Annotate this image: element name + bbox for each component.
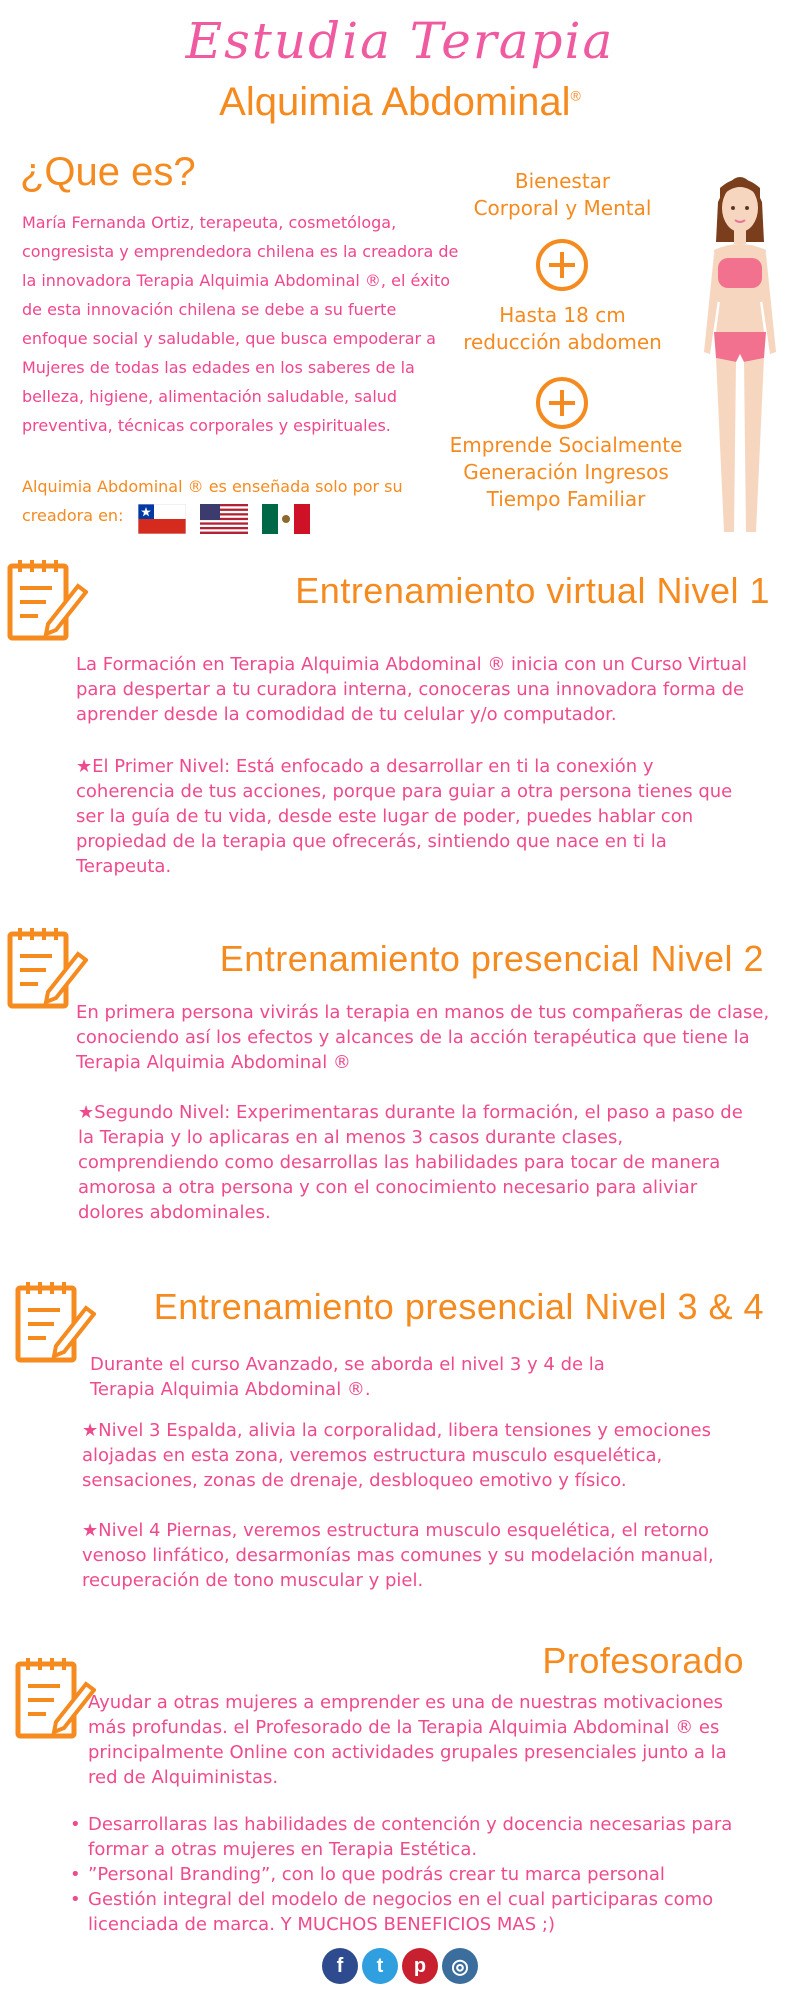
que-es-body: María Fernanda Ortiz, terapeuta, cosmetóloga, congresista y emprendedora chilena es la creadora de la innovadora Terapia Alquimia Abdominal ®, el éxito de esta innovación chilena se debe a su fuerte enfoque social y saludable, que busca empoderar a Mujeres de todas las edades en los saberes de la belleza, higiene, alimentación saludable, salud preventiva, técnicas corporales y espirituales. — [22, 213, 459, 435]
script-title: Estudia Terapia — [185, 12, 615, 70]
chile-flag-icon — [138, 504, 186, 534]
notepad-pencil-icon — [14, 1654, 96, 1742]
brand-name: Alquimia Abdominal — [219, 80, 571, 124]
benefit-wellbeing: Bienestar Corporal y Mental — [473, 169, 652, 220]
twitter-icon[interactable]: t — [362, 1948, 398, 1984]
plus-icon — [535, 376, 589, 430]
section-3-nivel-3: ★Nivel 3 Espalda, alivia la corporalidad, libera tensiones y emociones alojadas en esta zona, veremos estructura musculo esquelética, sensaciones, zonas de drenaje, desbloqueo emotivo y físico. — [82, 1420, 711, 1491]
section-3-intro: Durante el curso Avanzado, se aborda el nivel 3 y 4 de la Terapia Alquimia Abdominal ®. — [90, 1354, 605, 1400]
notepad-pencil-icon — [6, 924, 88, 1012]
profesorado-benefits-list — [70, 1812, 750, 1937]
plus-icon — [535, 238, 589, 292]
que-es-title: ¿Que es? — [20, 150, 196, 194]
section-1-intro: La Formación en Terapia Alquimia Abdominal ® inicia con un Curso Virtual para despertar a tu curadora interna, conoceras una innovadora forma de aprender desde la comodidad de tu celular y/o computador. — [76, 654, 747, 725]
benefit-entrepreneur: Emprende Socialmente Generación Ingresos Tiempo Familiar — [449, 433, 683, 511]
list-item: • Gestión integral del modelo de negocios en el cual participaras como licenciada de marca. Y MUCHOS BENEFICIOS MAS ;) — [70, 1887, 750, 1937]
notepad-pencil-icon — [6, 556, 88, 644]
section-title-nivel-1: Entrenamiento virtual Nivel 1 — [295, 570, 770, 611]
usa-flag-icon — [200, 504, 248, 534]
notepad-pencil-icon — [14, 1278, 96, 1366]
section-3-nivel-4: ★Nivel 4 Piernas, veremos estructura musculo esquelética, el retorno venoso linfático, desarmonías mas comunes y su modelación manual, recuperación de tono muscular y piel. — [82, 1520, 714, 1591]
benefit-reduction: Hasta 18 cm reducción abdomen — [463, 303, 662, 354]
social-links — [0, 1948, 800, 1984]
woman-figure-illustration — [688, 162, 792, 542]
facebook-icon[interactable]: f — [322, 1948, 358, 1984]
list-item: • ”Personal Branding”, con lo que podrás crear tu marca personal — [70, 1862, 750, 1887]
section-title-profesorado: Profesorado — [542, 1640, 744, 1681]
section-4-intro: Ayudar a otras mujeres a emprender es una de nuestras motivaciones más profundas. el Profesorado de la Terapia Alquimia Abdominal ® es principalmente Online con actividades grupales presenciales junto a la red de Alquiministas. — [88, 1692, 727, 1788]
section-1-detail: ★El Primer Nivel: Está enfocado a desarrollar en ti la conexión y coherencia de tus acciones, porque para guiar a otra persona tienes que ser la guía de tu vida, desde este lugar de poder, puedes hablar con propiedad de la terapia que ofrecerás, sintiendo que nace en ti la Terapeuta. — [76, 756, 733, 877]
mexico-flag-icon — [262, 504, 310, 534]
pinterest-icon[interactable]: p — [402, 1948, 438, 1984]
list-item: • Desarrollaras las habilidades de contención y docencia necesarias para formar a otras mujeres en Terapia Estética. — [70, 1812, 750, 1862]
section-title-nivel-3-4: Entrenamiento presencial Nivel 3 & 4 — [153, 1286, 764, 1327]
brand-title — [0, 80, 800, 125]
section-2-intro: En primera persona vivirás la terapia en manos de tus compañeras de clase, conociendo así los efectos y alcances de la acción terapéutica que tiene la Terapia Alquimia Abdominal ® — [76, 1002, 770, 1073]
section-title-nivel-2: Entrenamiento presencial Nivel 2 — [219, 938, 764, 979]
registered-mark: ® — [570, 87, 581, 104]
instagram-icon[interactable]: ◎ — [442, 1948, 478, 1984]
que-es-footnote: Alquimia Abdominal ® es enseñada solo por su creadora en: — [22, 477, 403, 525]
section-2-detail: ★Segundo Nivel: Experimentaras durante la formación, el paso a paso de la Terapia y lo aplicaras en al menos 3 casos durante clases, comprendiendo como desarrollas las habilidades para tocar de manera amorosa a otra persona y con el conocimiento necesario para aliviar dolores abdominales. — [78, 1102, 743, 1223]
